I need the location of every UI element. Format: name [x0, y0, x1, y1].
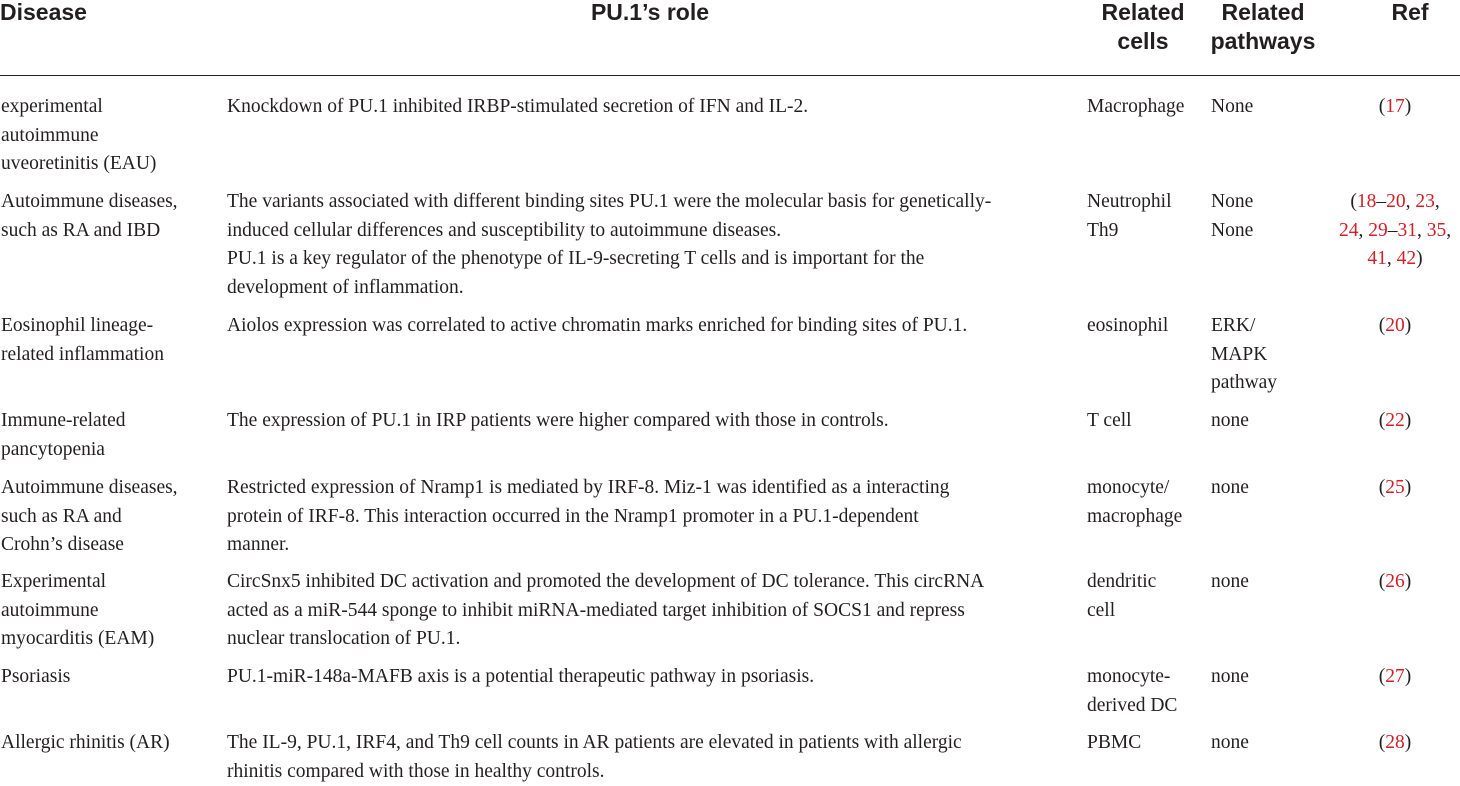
- cell-related-cells: T cell: [1087, 410, 1132, 431]
- ref-punct: ): [1404, 477, 1412, 498]
- cell-related-cells: PBMC: [1087, 732, 1142, 753]
- cell-related-cells: dendritic cell: [1087, 571, 1157, 621]
- ref-link[interactable]: 17: [1385, 96, 1405, 117]
- cell-disease: Psoriasis: [1, 666, 71, 687]
- ref-punct: ): [1404, 96, 1412, 117]
- ref-link[interactable]: 22: [1385, 410, 1405, 431]
- ref-link[interactable]: 41: [1367, 248, 1387, 269]
- ref-punct: ): [1404, 315, 1412, 336]
- cell-disease: Experimental autoimmune myocarditis (EAM): [1, 571, 155, 649]
- ref-link[interactable]: 42: [1396, 248, 1417, 269]
- cell-related-pathways: None: [1211, 96, 1254, 117]
- cell-related-pathways: none: [1211, 571, 1249, 592]
- ref-punct: (: [1350, 191, 1357, 212]
- cell-role: The variants associated with different binding sites PU.1 were the molecular basis for genetically- induced cellular differences and susceptibility to autoimmune diseases. PU.1 is a key regulator of the phenotype of IL-9-secreting T cells and is important for the development of inflammation.: [227, 191, 992, 298]
- cell-role: The IL-9, PU.1, IRF4, and Th9 cell counts in AR patients are elevated in patients with allergic rhinitis compared with those in healthy controls.: [227, 732, 962, 782]
- ref-punct: –: [1387, 219, 1398, 241]
- cell-ref: [1330, 663, 1460, 692]
- cell-role: Restricted expression of Nramp1 is mediated by IRF-8. Miz-1 was identified as a interacting protein of IRF-8. This interaction occurred in the Nramp1 promoter in a PU.1-dependent manner.: [227, 477, 950, 555]
- cell-related-pathways: None None: [1211, 191, 1254, 241]
- table-header: [0, 0, 1460, 74]
- ref-punct: ,: [1446, 219, 1452, 241]
- ref-punct: ): [1416, 248, 1423, 269]
- cell-related-cells: Neutrophil Th9: [1087, 191, 1172, 241]
- cell-disease: Autoimmune diseases, such as RA and IBD: [1, 191, 178, 241]
- ref-punct: ,: [1386, 248, 1397, 269]
- cell-role: CircSnx5 inhibited DC activation and promoted the development of DC tolerance. This circRNA acted as a miR-544 sponge to inhibit miRNA-mediated target inhibition of SOCS1 and repress nuclear translocation of PU.1.: [227, 571, 985, 649]
- cell-role: Aiolos expression was correlated to active chromatin marks enriched for binding sites of PU.1.: [227, 315, 968, 336]
- cell-disease: Immune-related pancytopenia: [1, 410, 126, 460]
- cell-disease: Autoimmune diseases, such as RA and Crohn’s disease: [1, 477, 178, 555]
- header-related-cells: Related cells: [1101, 0, 1185, 54]
- ref-link[interactable]: 20: [1385, 315, 1405, 336]
- ref-punct: (: [1378, 410, 1386, 431]
- cell-ref: [1330, 188, 1460, 274]
- cell-ref: [1330, 568, 1460, 597]
- ref-link[interactable]: 20: [1386, 191, 1406, 212]
- ref-link[interactable]: 24: [1338, 219, 1359, 241]
- cell-ref: [1330, 93, 1460, 122]
- ref-link[interactable]: 31: [1397, 219, 1417, 241]
- ref-link[interactable]: 35: [1426, 219, 1447, 241]
- ref-punct: ): [1404, 732, 1412, 753]
- cell-role: Knockdown of PU.1 inhibited IRBP-stimulated secretion of IFN and IL-2.: [227, 96, 809, 117]
- header-ref: Ref: [1391, 0, 1429, 25]
- ref-link[interactable]: 25: [1385, 477, 1405, 498]
- cell-related-cells: monocyte- derived DC: [1087, 666, 1178, 716]
- ref-link[interactable]: 27: [1385, 666, 1405, 687]
- cell-disease: Allergic rhinitis (AR): [1, 732, 170, 753]
- ref-punct: ,: [1416, 219, 1427, 241]
- cell-role: PU.1-miR-148a-MAFB axis is a potential therapeutic pathway in psoriasis.: [227, 666, 815, 687]
- cell-role: The expression of PU.1 in IRP patients were higher compared with those in controls.: [227, 410, 889, 431]
- ref-punct: (: [1378, 96, 1386, 117]
- cell-related-cells: monocyte/ macrophage: [1087, 477, 1183, 527]
- ref-link[interactable]: 23: [1415, 191, 1435, 212]
- ref-punct: (: [1378, 477, 1386, 498]
- ref-punct: ): [1404, 666, 1412, 687]
- ref-link[interactable]: 29: [1368, 219, 1388, 241]
- ref-link[interactable]: 26: [1385, 571, 1405, 592]
- cell-disease: Eosinophil lineage- related inflammation: [1, 315, 164, 365]
- header-disease: Disease: [0, 0, 87, 25]
- cell-related-pathways: none: [1211, 732, 1249, 753]
- ref-punct: (: [1378, 732, 1386, 753]
- cell-related-pathways: ERK/ MAPK pathway: [1211, 315, 1278, 393]
- ref-link[interactable]: 18: [1356, 191, 1377, 212]
- ref-link[interactable]: 28: [1385, 732, 1405, 753]
- cell-ref: [1330, 407, 1460, 436]
- cell-related-cells: Macrophage: [1087, 96, 1185, 117]
- cell-related-cells: eosinophil: [1087, 315, 1169, 336]
- cell-ref: [1330, 312, 1460, 341]
- cell-related-pathways: none: [1211, 666, 1249, 687]
- cell-disease: experimental autoimmune uveoretinitis (EAU): [1, 96, 157, 174]
- ref-punct: (: [1378, 666, 1386, 687]
- cell-related-pathways: none: [1211, 410, 1249, 431]
- ref-punct: ,: [1434, 191, 1440, 212]
- cell-ref: [1330, 474, 1460, 503]
- ref-punct: ,: [1405, 191, 1416, 212]
- header-role: PU.1’s role: [590, 0, 710, 25]
- ref-punct: ,: [1358, 219, 1369, 241]
- cell-ref: [1330, 729, 1460, 758]
- header-rule: [0, 75, 1460, 76]
- header-related-pathways: Related pathways: [1210, 0, 1316, 54]
- ref-punct: ): [1404, 410, 1412, 431]
- ref-punct: (: [1378, 315, 1386, 336]
- ref-punct: (: [1378, 571, 1386, 592]
- cell-related-pathways: none: [1211, 477, 1249, 498]
- ref-punct: –: [1376, 191, 1387, 212]
- ref-punct: ): [1404, 571, 1412, 592]
